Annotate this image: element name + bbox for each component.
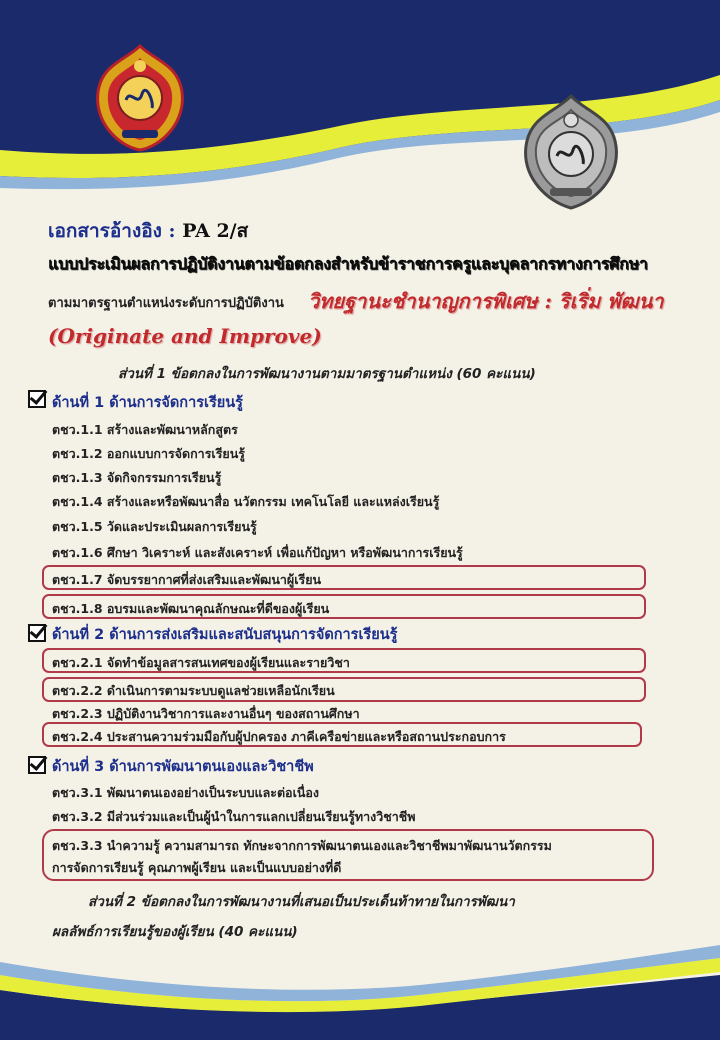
standard-line: ตามมาตรฐานตำแหน่งระดับการปฏิบัติงาน — [48, 296, 284, 311]
list-item: การจัดการเรียนรู้ คุณภาพผู้เรียน และเป็นแบบอย่างที่ดี — [52, 860, 342, 875]
list-item: ตชว.1.5 วัดและประเมินผลการเรียนรู้ — [52, 519, 257, 534]
list-item: ตชว.1.2 ออกแบบการจัดการเรียนรู้ — [52, 446, 245, 461]
list-item: ตชว.3.3 นำความรู้ ความสามารถ ทักษะจากการพัฒนาตนเองและวิชาชีพมาพัฒนานวัตกรรม — [52, 838, 552, 853]
list-item: ตชว.1.8 อบรมและพัฒนาคุณลักษณะที่ดีของผู้เรียน — [52, 601, 330, 616]
academic-level: วิทยฐานะชำนาญการพิเศษ : ริเริ่ม พัฒนา — [308, 289, 664, 313]
section-3-heading: ด้านที่ 3 ด้านการพัฒนาตนเองและวิชาชีพ — [52, 759, 314, 775]
checkbox-icon — [28, 624, 46, 642]
part2-line1: ส่วนที่ 2 ข้อตกลงในการพัฒนางานที่เสนอเป็นประเด็นท้าทายในการพัฒนา — [88, 894, 515, 910]
section-2-heading: ด้านที่ 2 ด้านการส่งเสริมและสนับสนุนการจัดการเรียนรู้ — [52, 627, 398, 643]
doc-ref-label: เอกสารอ้างอิง : — [48, 220, 176, 242]
part2-line2: ผลลัพธ์การเรียนรู้ของผู้เรียน (40 คะแนน) — [52, 924, 298, 940]
part1-title: ส่วนที่ 1 ข้อตกลงในการพัฒนางานตามมาตรฐานตำแหน่ง (60 คะแนน) — [118, 366, 536, 382]
list-item: ตชว.1.4 สร้างและหรือพัฒนาสื่อ นวัตกรรม เทคโนโลยี และแหล่งเรียนรู้ — [52, 494, 440, 509]
list-item: ตชว.3.1 พัฒนาตนเองอย่างเป็นระบบและต่อเนื่อง — [52, 785, 319, 800]
list-item: ตชว.2.2 ดำเนินการตามระบบดูแลช่วยเหลือนักเรียน — [52, 683, 335, 698]
checkbox-icon — [28, 756, 46, 774]
list-item: ตชว.1.1 สร้างและพัฒนาหลักสูตร — [52, 422, 238, 437]
list-item: ตชว.1.3 จัดกิจกรรมการเรียนรู้ — [52, 470, 222, 485]
list-item: ตชว.2.3 ปฏิบัติงานวิชาการและงานอื่นๆ ของสถานศึกษา — [52, 706, 360, 721]
list-item: ตชว.1.6 ศึกษา วิเคราะห์ และสังเคราะห์ เพื่อแก้ปัญหา หรือพัฒนาการเรียนรู้ — [52, 545, 463, 560]
english-level: (Originate and Improve) — [48, 324, 322, 348]
list-item: ตชว.1.7 จัดบรรยากาศที่ส่งเสริมและพัฒนาผู้เรียน — [52, 572, 322, 587]
doc-ref-code: PA 2/ส — [182, 220, 249, 242]
form-title: แบบประเมินผลการปฏิบัติงานตามข้อตกลงสำหรับข้าราชการครูและบุคลากรทางการศึกษา — [48, 254, 648, 273]
section-1-heading: ด้านที่ 1 ด้านการจัดการเรียนรู้ — [52, 395, 243, 411]
list-item: ตชว.3.2 มีส่วนร่วมและเป็นผู้นำในการแลกเปลี่ยนเรียนรู้ทางวิชาชีพ — [52, 809, 416, 824]
checkbox-icon — [28, 390, 46, 408]
list-item: ตชว.2.4 ประสานความร่วมมือกับผู้ปกครอง ภาคีเครือข่ายและหรือสถานประกอบการ — [52, 729, 506, 744]
list-item: ตชว.2.1 จัดทำข้อมูลสารสนเทศของผู้เรียนและรายวิชา — [52, 655, 350, 670]
doc-ref — [48, 216, 248, 246]
